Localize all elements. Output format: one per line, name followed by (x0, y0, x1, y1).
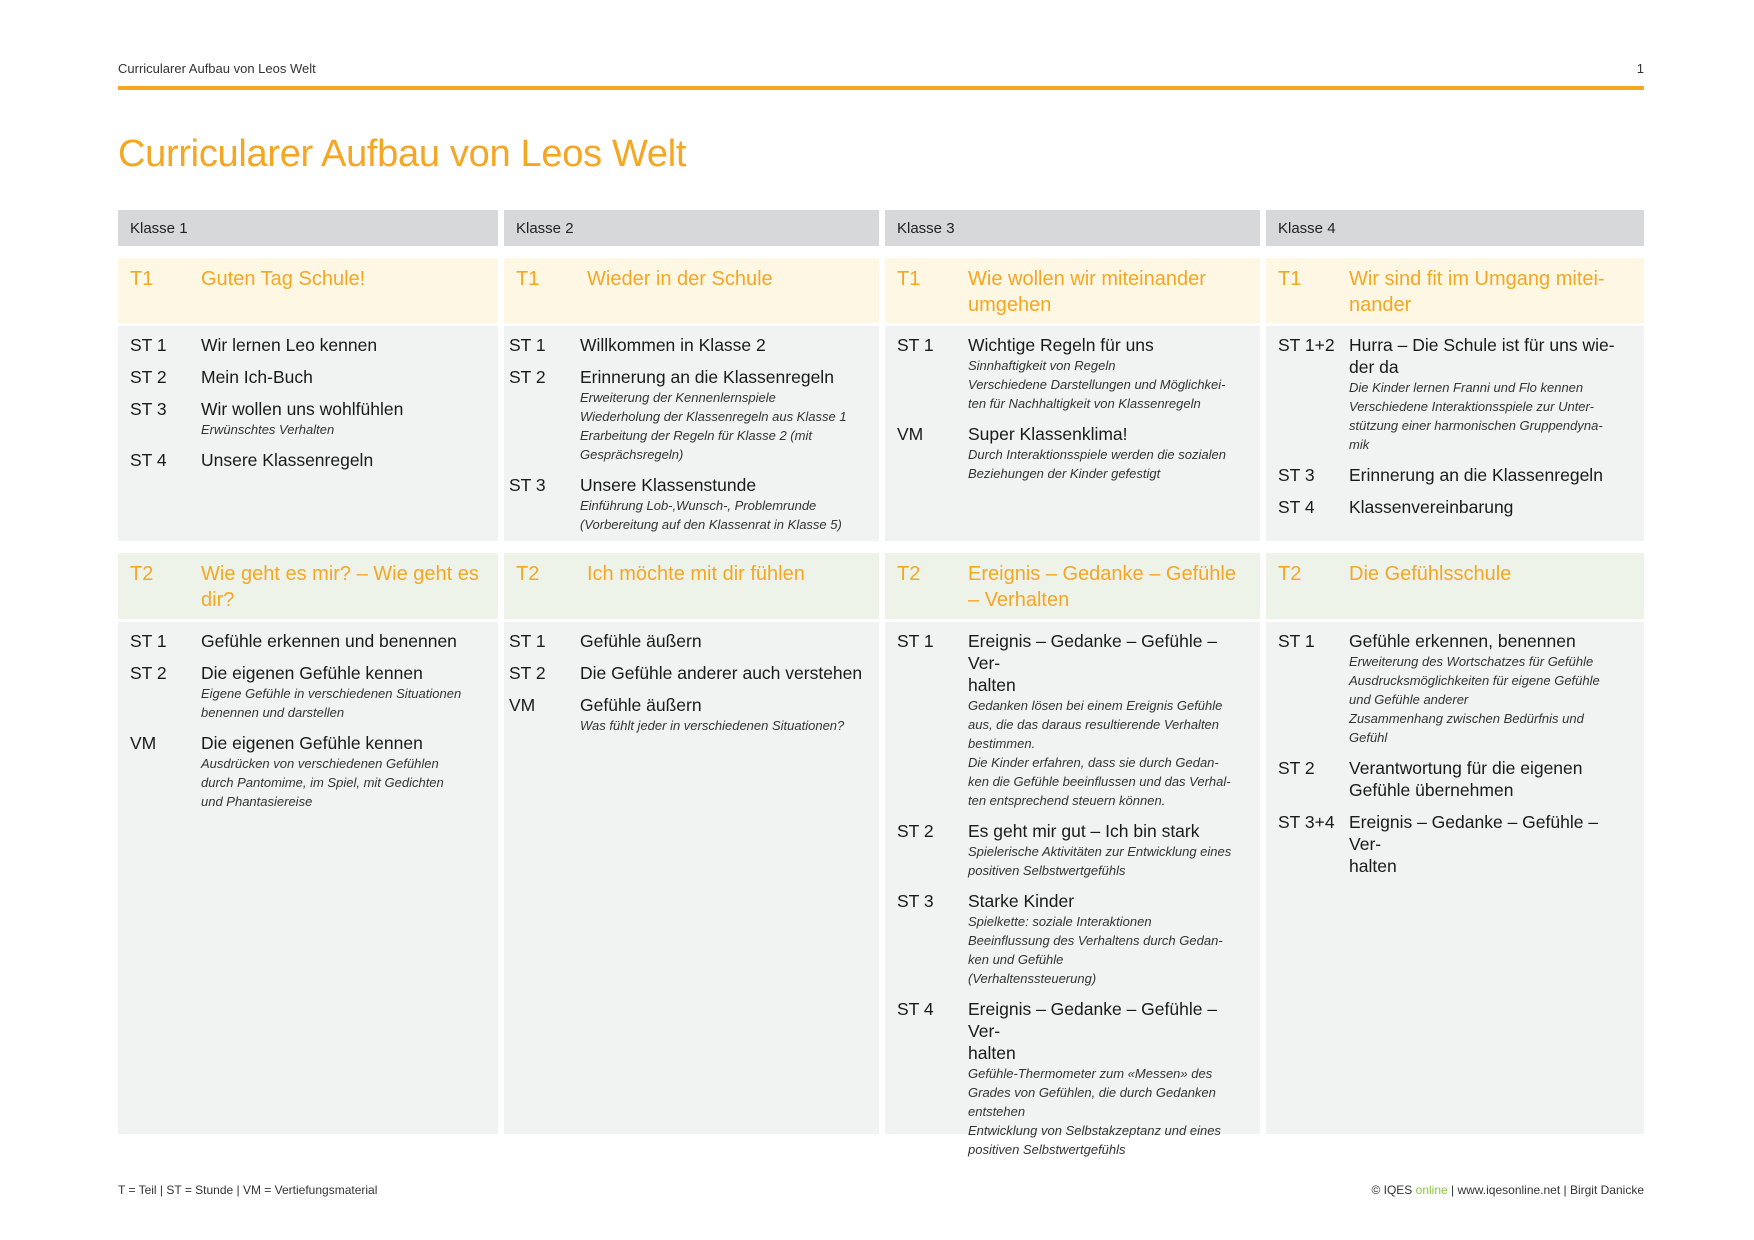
header-rule (118, 86, 1644, 90)
lesson-entry (130, 334, 486, 356)
lesson-title: Die Gefühle anderer auch verstehen (580, 663, 863, 683)
lesson-title: Ereignis – Gedanke – Gefühle – Ver- halten (1349, 812, 1599, 876)
lesson-entry (1278, 496, 1632, 518)
lesson-entry (1278, 464, 1632, 486)
lesson-code: ST 1 (509, 335, 546, 355)
section-title-text: Ich möchte mit dir fühlen (587, 563, 805, 585)
page-number: 1 (1636, 61, 1644, 76)
curriculum-table (118, 210, 1644, 1157)
lesson-entry (1278, 757, 1632, 801)
lesson-title: Wir wollen uns wohlfühlen (201, 399, 404, 419)
section-t1 (118, 246, 498, 541)
lesson-title: Gefühle erkennen, benennen (1349, 631, 1576, 651)
lesson-code: ST 1 (130, 631, 167, 651)
section-code: T1 (516, 268, 540, 290)
column-klasse-4 (1266, 210, 1644, 1134)
lesson-code: ST 3+4 (1278, 812, 1335, 832)
lesson-code: ST 2 (897, 821, 934, 841)
lesson-code: ST 2 (509, 367, 546, 387)
section-body (504, 326, 879, 541)
lesson-entry (130, 398, 486, 439)
lesson-note: Durch Interaktionsspiele werden die sozialen Beziehungen der Kinder gefestigt (968, 447, 1226, 481)
section-body (885, 622, 1260, 1157)
section-title (504, 553, 879, 619)
section-title-text: Wie wollen wir miteinander umgehen (968, 268, 1206, 316)
section-title-text: Die Gefühlsschule (1349, 563, 1512, 585)
lesson-title: Wir lernen Leo kennen (201, 335, 378, 355)
section-title-text: Wir sind fit im Umgang mitei- nander (1349, 268, 1605, 316)
section-t2 (504, 541, 879, 1134)
lesson-title: Gefühle äußern (580, 631, 702, 651)
section-title-text: Wie geht es mir? – Wie geht es dir? (201, 563, 479, 611)
column-header: Klasse 4 (1266, 210, 1644, 246)
lesson-code: ST 2 (509, 663, 546, 683)
section-t1 (885, 246, 1260, 541)
lesson-entry (897, 998, 1248, 1159)
lesson-code: ST 1+2 (1278, 335, 1335, 355)
lesson-title: Unsere Klassenstunde (580, 475, 757, 495)
lesson-code: ST 4 (130, 450, 167, 470)
lesson-code: ST 2 (130, 367, 167, 387)
lesson-entry (897, 423, 1248, 483)
section-code: T1 (897, 268, 921, 290)
page-title: Curricularer Aufbau von Leos Welt (118, 133, 687, 175)
section-code: T2 (130, 563, 154, 585)
column-header: Klasse 2 (504, 210, 879, 246)
lesson-note: Einführung Lob-,Wunsch-, Problemrunde (Vorbereitung auf den Klassenrat in Klasse 5) (580, 498, 842, 532)
lesson-code: ST 2 (130, 663, 167, 683)
section-body (885, 326, 1260, 541)
lesson-title: Klassenvereinbarung (1349, 497, 1514, 517)
section-title-text: Guten Tag Schule! (201, 268, 366, 290)
section-body (118, 326, 498, 541)
section-t2 (118, 541, 498, 1134)
lesson-title: Starke Kinder (968, 891, 1075, 911)
lesson-title: Die eigenen Gefühle kennen (201, 663, 423, 683)
lesson-title: Wichtige Regeln für uns (968, 335, 1154, 355)
running-head (118, 61, 1644, 81)
lesson-code: ST 4 (897, 999, 934, 1019)
lesson-title: Unsere Klassenregeln (201, 450, 374, 470)
lesson-entry (130, 366, 486, 388)
lesson-code: ST 2 (1278, 758, 1315, 778)
lesson-title: Super Klassenklima! (968, 424, 1128, 444)
section-body (1266, 622, 1644, 1134)
lesson-title: Willkommen in Klasse 2 (580, 335, 766, 355)
lesson-entry (130, 449, 486, 471)
section-t2 (885, 541, 1260, 1157)
lesson-note: Gedanken lösen bei einem Ereignis Gefühle aus, die das daraus resultierende Verhalten bestimmen. Die Kinder erfahren, dass sie durch Gedan- ken die Gefühle beeinflussen und das Verhal- ten entsprechend steuern können. (968, 698, 1231, 808)
column-klasse-1 (118, 210, 498, 1134)
lesson-entry (509, 366, 867, 464)
lesson-code: ST 3 (130, 399, 167, 419)
column-header: Klasse 1 (118, 210, 498, 246)
lesson-entry (130, 732, 486, 811)
section-body (1266, 326, 1644, 541)
section-code: T1 (1278, 268, 1302, 290)
section-title (885, 553, 1260, 619)
lesson-title: Hurra – Die Schule ist für uns wie- der da (1349, 335, 1615, 377)
lesson-title: Ereignis – Gedanke – Gefühle – Ver- halten (968, 631, 1218, 695)
lesson-code: ST 3 (897, 891, 934, 911)
lesson-code: VM (897, 424, 924, 444)
lesson-title: Gefühle erkennen und benennen (201, 631, 457, 651)
lesson-entry (509, 630, 867, 652)
lesson-title: Die eigenen Gefühle kennen (201, 733, 423, 753)
section-t1 (1266, 246, 1644, 541)
lesson-entry (897, 334, 1248, 413)
lesson-entry (1278, 630, 1632, 747)
lesson-code: ST 3 (509, 475, 546, 495)
column-klasse-2 (504, 210, 879, 1134)
lesson-entry (509, 334, 867, 356)
section-title (118, 258, 498, 323)
lesson-entry (509, 662, 867, 684)
section-title (1266, 553, 1644, 619)
section-code: T1 (130, 268, 154, 290)
lesson-title: Ereignis – Gedanke – Gefühle – Ver- halten (968, 999, 1218, 1063)
lesson-code: VM (130, 733, 157, 753)
copyright-online: online (1415, 1183, 1448, 1197)
lesson-code: ST 1 (897, 335, 934, 355)
lesson-entry (1278, 811, 1632, 877)
section-body (504, 622, 879, 1134)
lesson-note: Was fühlt jeder in verschiedenen Situationen? (580, 718, 845, 733)
lesson-entry (509, 474, 867, 534)
lesson-code: ST 4 (1278, 497, 1315, 517)
section-title (1266, 258, 1644, 323)
lesson-code: VM (509, 695, 536, 715)
section-title-text: Ereignis – Gedanke – Gefühle – Verhalten (968, 563, 1236, 611)
section-code: T2 (1278, 563, 1302, 585)
section-title (118, 553, 498, 619)
lesson-entry (897, 820, 1248, 880)
lesson-note: Erweiterung der Kennenlernspiele Wiederholung der Klassenregeln aus Klasse 1 Erarbeitung der Regeln für Klasse 2 (mit Gesprächsregeln) (580, 390, 847, 462)
section-title (504, 258, 879, 323)
lesson-note: Gefühle-Thermometer zum «Messen» des Grades von Gefühlen, die durch Gedanken entstehen Entwicklung von Selbstakzeptanz und eines positiven Selbstwertgefühls (968, 1066, 1221, 1157)
copyright-suffix: | www.iqesonline.net | Birgit Danicke (1447, 1183, 1644, 1197)
lesson-title: Gefühle äußern (580, 695, 702, 715)
lesson-entry (130, 662, 486, 722)
lesson-note: Ausdrücken von verschiedenen Gefühlen durch Pantomime, im Spiel, mit Gedichten und Phantasiereise (201, 756, 444, 809)
lesson-code: ST 1 (130, 335, 167, 355)
lesson-code: ST 1 (509, 631, 546, 651)
lesson-title: Verantwortung für die eigenen Gefühle übernehmen (1349, 758, 1583, 800)
footer (118, 1183, 1644, 1199)
lesson-code: ST 1 (1278, 631, 1315, 651)
lesson-note: Spielerische Aktivitäten zur Entwicklung eines positiven Selbstwertgefühls (968, 844, 1232, 878)
lesson-note: Eigene Gefühle in verschiedenen Situationen benennen und darstellen (201, 686, 462, 720)
lesson-code: ST 1 (897, 631, 934, 651)
footer-legend: T = Teil | ST = Stunde | VM = Vertiefungsmaterial (118, 1183, 378, 1197)
section-code: T2 (516, 563, 540, 585)
lesson-entry (130, 630, 486, 652)
column-header: Klasse 3 (885, 210, 1260, 246)
section-title (885, 258, 1260, 323)
lesson-note: Die Kinder lernen Franni und Flo kennen Verschiedene Interaktionsspiele zur Unter- stützung einer harmonischen Gruppendyna- mik (1349, 380, 1603, 452)
lesson-title: Mein Ich-Buch (201, 367, 313, 387)
lesson-entry (509, 694, 867, 735)
lesson-title: Erinnerung an die Klassenregeln (580, 367, 834, 387)
lesson-entry (897, 890, 1248, 988)
lesson-entry (897, 630, 1248, 810)
section-t1 (504, 246, 879, 541)
footer-copyright (1371, 1183, 1644, 1197)
running-title: Curricularer Aufbau von Leos Welt (118, 61, 316, 76)
section-code: T2 (897, 563, 921, 585)
copyright-prefix: © IQES (1371, 1183, 1416, 1197)
lesson-note: Erwünschtes Verhalten (201, 422, 335, 437)
section-t2 (1266, 541, 1644, 1134)
column-klasse-3 (885, 210, 1260, 1157)
lesson-title: Erinnerung an die Klassenregeln (1349, 465, 1603, 485)
section-body (118, 622, 498, 1134)
lesson-entry (1278, 334, 1632, 454)
lesson-note: Spielkette: soziale Interaktionen Beeinflussung des Verhaltens durch Gedan- ken und Gefühle (Verhaltenssteuerung) (968, 914, 1223, 986)
lesson-title: Es geht mir gut – Ich bin stark (968, 821, 1200, 841)
lesson-code: ST 3 (1278, 465, 1315, 485)
section-title-text: Wieder in der Schule (587, 268, 773, 290)
lesson-note: Erweiterung des Wortschatzes für Gefühle Ausdrucksmöglichkeiten für eigene Gefühle und Gefühle anderer Zusammenhang zwischen Bedürfnis und Gefühl (1349, 654, 1600, 745)
lesson-note: Sinnhaftigkeit von Regeln Verschiedene Darstellungen und Möglichkei- ten für Nachhaltigkeit von Klassenregeln (968, 358, 1226, 411)
